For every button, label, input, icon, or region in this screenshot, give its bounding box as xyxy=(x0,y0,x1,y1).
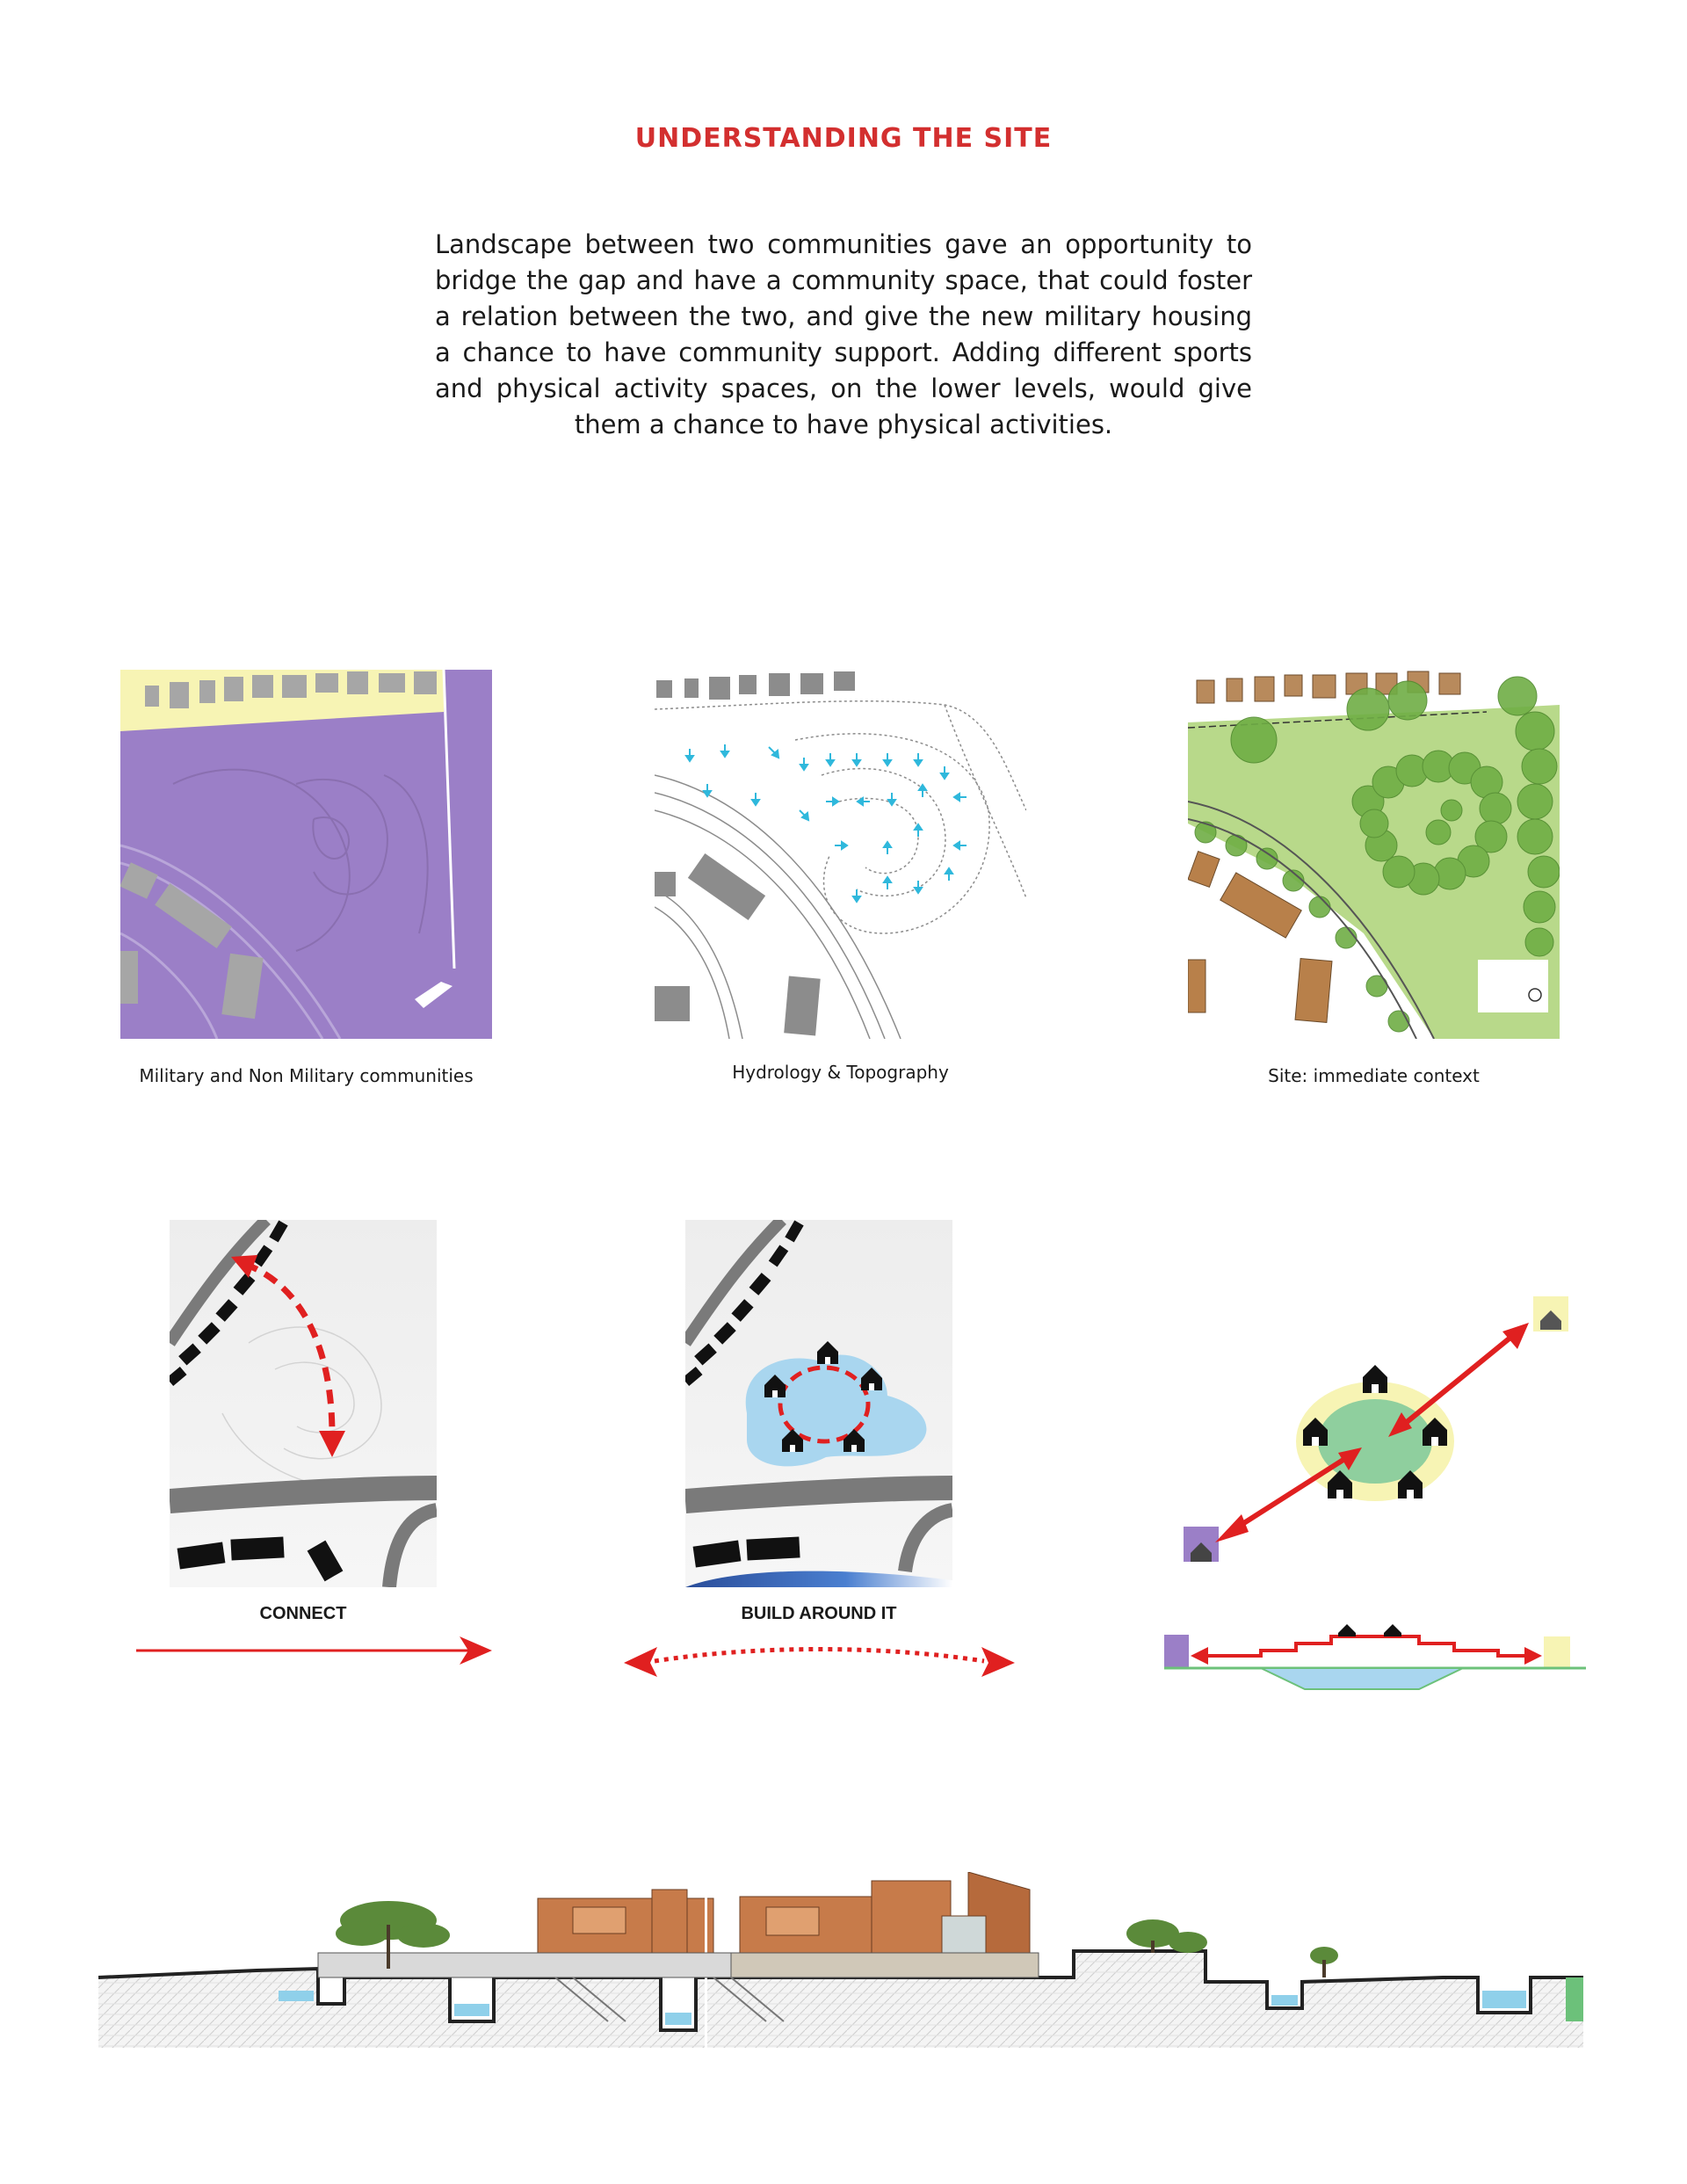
map-communities xyxy=(120,670,492,1039)
build-around-arrow xyxy=(624,1636,1015,1680)
intro-paragraph: Landscape between two communities gave an opportunity to bridge the gap and have a community space, that could foster a relation between the two, and give the new military housing a chance to have community support. Adding different sports and physical activity spaces, on the lower levels, would give them a chance to have physical activities. xyxy=(435,229,1252,439)
concept-connect-label: CONNECT xyxy=(259,1604,347,1623)
concept-community-link-diagram xyxy=(1173,1296,1577,1578)
map-caption-communities: Military and Non Military communities xyxy=(139,1065,474,1086)
map-caption-site-context: Site: immediate context xyxy=(1268,1065,1480,1086)
connect-arrow xyxy=(136,1635,492,1666)
mini-section-diagram xyxy=(1164,1617,1586,1696)
concept-connect-diagram xyxy=(170,1220,437,1587)
concept-build-around-label: BUILD AROUND IT xyxy=(741,1604,897,1623)
map-hydrology xyxy=(655,670,1026,1039)
map-site-context xyxy=(1188,670,1560,1039)
map-caption-hydrology: Hydrology & Topography xyxy=(732,1062,949,1083)
site-section-drawing xyxy=(98,1872,1583,2048)
concept-build-around-diagram xyxy=(685,1220,952,1587)
page-title: UNDERSTANDING THE SITE xyxy=(634,123,1053,154)
